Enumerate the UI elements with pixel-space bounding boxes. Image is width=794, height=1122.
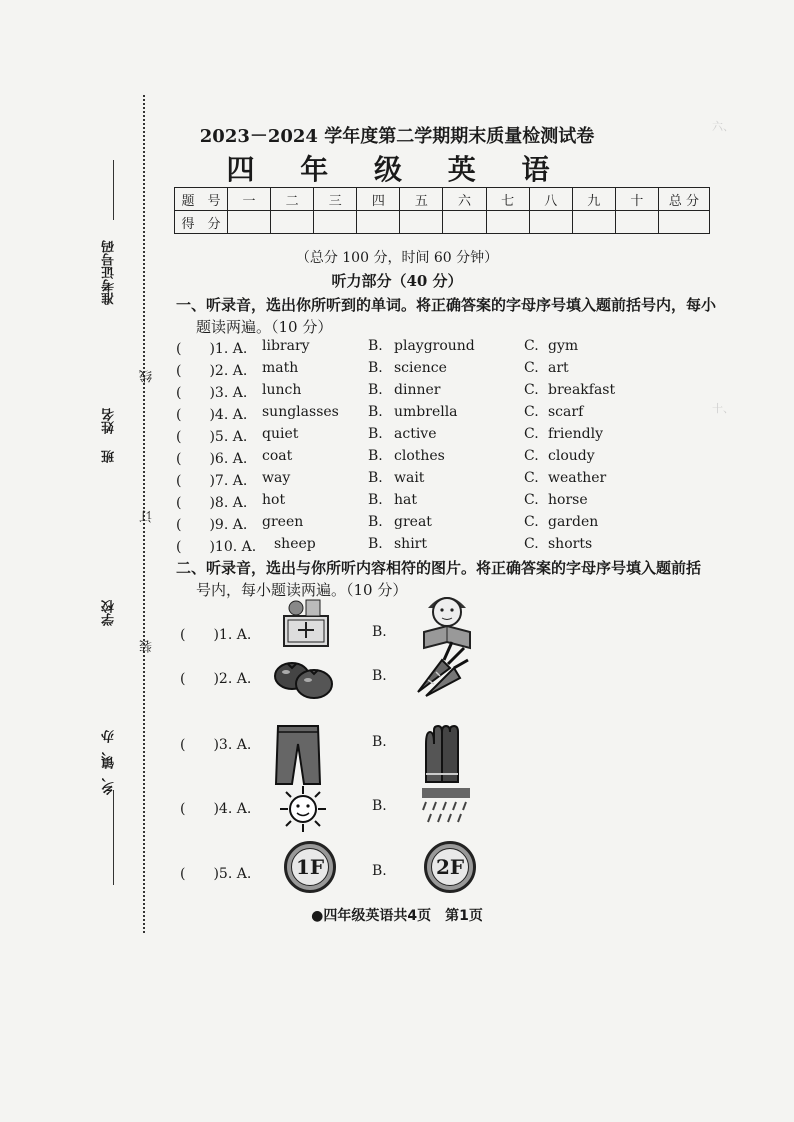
option-c-word: breakfast	[548, 382, 616, 398]
option-a-word: coat	[262, 448, 293, 464]
score-blank[interactable]	[572, 211, 615, 234]
option-b-label: B.	[372, 734, 387, 750]
option-b-word: clothes	[394, 448, 445, 464]
score-blank[interactable]	[400, 211, 443, 234]
part1-item-6	[176, 448, 736, 470]
part2-item-number: ( )4. A.	[180, 801, 252, 817]
score-cell: 十	[615, 188, 658, 211]
school-label: 学校	[102, 600, 117, 626]
option-c-label: C.	[524, 536, 539, 552]
score-cell: 四	[357, 188, 400, 211]
score-cell: 题 号	[175, 188, 228, 211]
option-c-word: scarf	[548, 404, 584, 420]
score-blank[interactable]	[615, 211, 658, 234]
score-blank[interactable]	[443, 211, 486, 234]
option-c-label: C.	[524, 448, 539, 464]
option-b-label: B.	[368, 470, 383, 486]
listening-title: 听力部分（40 分）	[331, 272, 463, 290]
bleed-through-text: 六、	[712, 120, 734, 133]
score-cell: 一	[228, 188, 271, 211]
part2-item-number: ( )2. A.	[180, 671, 252, 687]
score-blank[interactable]	[271, 211, 314, 234]
option-b-label: B.	[372, 624, 387, 640]
part2-item-2	[176, 668, 736, 728]
score-blank[interactable]	[357, 211, 400, 234]
floor-1-badge	[284, 841, 336, 893]
score-table-score-row	[175, 211, 710, 234]
part1-heading-line2: 题读两遍。（10 分）	[196, 318, 333, 336]
option-b-word: great	[394, 514, 432, 530]
part1-heading-line1: 一、听录音，选出你所听到的单词。将正确答案的字母序号填入题前括号内，每小	[176, 296, 717, 314]
option-c-label: C.	[524, 492, 539, 508]
option-c-label: C.	[524, 404, 539, 420]
option-b-label: B.	[368, 404, 383, 420]
zhuang-marker: 装	[140, 640, 155, 653]
part2-item-number: ( )1. A.	[180, 627, 252, 643]
part1-item-7	[176, 470, 736, 492]
part1-item-9	[176, 514, 736, 536]
item-number[interactable]: ( )5. A.	[176, 429, 248, 445]
town-blank	[106, 790, 121, 885]
gloves-icon	[420, 724, 464, 786]
carrots-icon	[408, 638, 472, 698]
score-cell: 总 分	[659, 188, 710, 211]
town-label: 乡、镇、办	[102, 730, 117, 795]
total-note: （总分 100 分，时间 60 分钟）	[295, 250, 499, 266]
item-number[interactable]: ( )9. A.	[176, 517, 248, 533]
item-number[interactable]: ( )10. A.	[176, 539, 257, 555]
option-c-word: gym	[548, 338, 579, 354]
option-b-label: B.	[372, 668, 387, 684]
option-a-word: green	[262, 514, 304, 530]
option-b-label: B.	[372, 798, 387, 814]
item-number[interactable]: ( )3. A.	[176, 385, 248, 401]
option-b-word: active	[394, 426, 437, 442]
exam-number-label: 准考证号码	[102, 240, 117, 305]
option-c-word: horse	[548, 492, 588, 508]
part1-item-5	[176, 426, 736, 448]
class-label: 班	[102, 450, 117, 463]
score-cell: 二	[271, 188, 314, 211]
score-blank[interactable]	[314, 211, 357, 234]
score-cell: 三	[314, 188, 357, 211]
option-b-word: wait	[394, 470, 425, 486]
item-number[interactable]: ( )2. A.	[176, 363, 248, 379]
option-b-label: B.	[368, 492, 383, 508]
score-row-label: 得 分	[175, 211, 228, 234]
part1-item-8	[176, 492, 736, 514]
part2-item-number: ( )5. A.	[180, 866, 252, 882]
option-b-label: B.	[368, 536, 383, 552]
page-footer: ●四年级英语共4页 第1页	[311, 908, 483, 924]
score-table	[174, 187, 710, 234]
part1-item-3	[176, 382, 736, 404]
option-b-word: shirt	[394, 536, 427, 552]
option-b-label: B.	[368, 426, 383, 442]
ding-marker: 订	[140, 510, 155, 523]
option-b-label: B.	[368, 382, 383, 398]
option-a-word: way	[262, 470, 291, 486]
option-c-label: C.	[524, 514, 539, 530]
option-b-label: B.	[372, 863, 387, 879]
floor-2-text: 2F	[431, 848, 469, 886]
rain-icon	[420, 786, 472, 830]
item-number[interactable]: ( )6. A.	[176, 451, 248, 467]
option-c-word: weather	[548, 470, 607, 486]
name-label: 姓名	[102, 408, 117, 434]
part2-item-number: ( )3. A.	[180, 737, 252, 753]
score-blank[interactable]	[529, 211, 572, 234]
part1-item-2	[176, 360, 736, 382]
item-number[interactable]: ( )1. A.	[176, 341, 248, 357]
option-c-label: C.	[524, 360, 539, 376]
option-b-label: B.	[368, 514, 383, 530]
option-a-word: sheep	[274, 536, 316, 552]
option-b-word: science	[394, 360, 447, 376]
part1-item-1	[176, 338, 736, 360]
option-a-word: hot	[262, 492, 286, 508]
score-cell: 七	[486, 188, 529, 211]
part2-heading-line2: 号内，每小题读两遍。（10 分）	[196, 581, 408, 599]
option-c-label: C.	[524, 470, 539, 486]
tomatoes-icon	[272, 658, 336, 700]
option-b-word: hat	[394, 492, 417, 508]
option-b-label: B.	[368, 338, 383, 354]
score-blank[interactable]	[659, 211, 710, 234]
toy-box-icon	[276, 592, 336, 652]
exam-title: 2023－2024 学年度第二学期期末质量检测试卷	[199, 126, 595, 147]
bleed-through-text: 十、	[712, 402, 734, 415]
sun-icon	[278, 784, 328, 834]
line-marker: 线	[140, 370, 155, 383]
part1-item-10	[176, 536, 736, 558]
option-b-word: playground	[394, 338, 475, 354]
floor-1-text: 1F	[291, 848, 329, 886]
option-a-word: sunglasses	[262, 404, 339, 420]
option-b-label: B.	[368, 360, 383, 376]
part1-item-4	[176, 404, 736, 426]
option-a-word: quiet	[262, 426, 299, 442]
option-c-word: garden	[548, 514, 599, 530]
score-cell: 六	[443, 188, 486, 211]
subject-title: 四 年 级 英 语	[226, 153, 568, 186]
option-c-label: C.	[524, 382, 539, 398]
part2-item-3	[176, 734, 736, 794]
option-c-label: C.	[524, 426, 539, 442]
item-number[interactable]: ( )8. A.	[176, 495, 248, 511]
item-number[interactable]: ( )7. A.	[176, 473, 248, 489]
option-c-word: cloudy	[548, 448, 595, 464]
option-c-word: shorts	[548, 536, 593, 552]
score-cell: 九	[572, 188, 615, 211]
score-blank[interactable]	[486, 211, 529, 234]
score-cell: 八	[529, 188, 572, 211]
option-c-word: friendly	[548, 426, 604, 442]
score-cell: 五	[400, 188, 443, 211]
part2-heading-line1: 二、听录音，选出与你所听内容相符的图片。将正确答案的字母序号填入题前括	[176, 559, 702, 577]
option-c-label: C.	[524, 338, 539, 354]
option-b-word: dinner	[394, 382, 441, 398]
score-blank[interactable]	[228, 211, 271, 234]
pants-icon	[272, 722, 324, 788]
score-table-header-row	[175, 188, 710, 211]
option-b-label: B.	[368, 448, 383, 464]
option-a-word: math	[262, 360, 299, 376]
option-a-word: library	[262, 338, 310, 354]
option-a-word: lunch	[262, 382, 302, 398]
item-number[interactable]: ( )4. A.	[176, 407, 248, 423]
option-b-word: umbrella	[394, 404, 458, 420]
floor-2-badge	[424, 841, 476, 893]
option-c-word: art	[548, 360, 569, 376]
